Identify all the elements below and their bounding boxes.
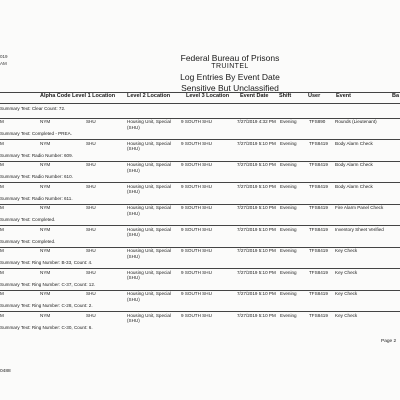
cell-c: SHU (86, 248, 96, 253)
row-summary-text: Summary Text: Completed - PREA. (0, 131, 72, 136)
cell-level2-line2: (SHU) (127, 296, 140, 302)
cell-b: NYM (40, 183, 51, 189)
cell-level2-line1: Housing Unit, Special (127, 119, 171, 124)
cell-shift: Evening (280, 291, 297, 296)
cell-user: TFS8419 (309, 183, 328, 189)
cell-event: Inventory Sheet Verified (335, 226, 384, 232)
cell-level2-line2: (SHU) (127, 210, 140, 216)
cell-l3: 9 SOUTH SHU (181, 205, 212, 210)
cell-level2-line1: Housing Unit, Special (127, 183, 171, 189)
cell-b: NYM (40, 226, 51, 232)
cell-a: M (0, 183, 4, 189)
header-bottom-rule (0, 103, 400, 104)
cell-level2-line1: Housing Unit, Special (127, 226, 171, 232)
cell-l3: 9 SOUTH SHU (181, 119, 212, 124)
cell-shift: Evening (280, 183, 297, 189)
cell-user: TFS8419 (309, 269, 328, 275)
col-user: User (308, 93, 321, 99)
cell-shift: Evening (280, 312, 297, 318)
cell-b: NYM (40, 162, 51, 167)
cell-level2-line1: Housing Unit, Special (127, 312, 171, 318)
agency-name: Federal Bureau of Prisons (180, 53, 280, 63)
cell-l3: 9 SOUTH SHU (181, 183, 212, 189)
cell-b: NYM (40, 119, 51, 124)
cell-date: 7/27/2019 5:10 PM (237, 140, 276, 146)
row-summary-text: Summary Text: Ring Number: C-37, Count: 12. (0, 281, 96, 287)
cell-date: 7/27/2019 5:10 PM (237, 205, 276, 210)
cell-level2-line2: (SHU) (127, 318, 140, 324)
row-summary-text: Summary Text: Ring Number: C-28, Count: 2. (0, 303, 93, 308)
system-name: TRUINTEL (211, 63, 249, 70)
cell-event: Body Alarm Check (335, 183, 373, 189)
cell-level2-line2: (SHU) (127, 232, 140, 238)
cell-level2-line1: Housing Unit, Special (127, 269, 171, 275)
cell-shift: Evening (280, 226, 297, 232)
cell-level2-line2: (SHU) (127, 167, 140, 173)
cell-user: TFS8419 (309, 312, 328, 318)
cell-event: Body Alarm Check (335, 162, 373, 167)
cell-l3: 9 SOUTH SHU (181, 291, 212, 296)
cell-shift: Evening (280, 205, 297, 210)
col-event: Event (336, 93, 351, 99)
cell-a: M (0, 312, 4, 318)
cell-user: TFS8419 (309, 162, 328, 167)
col-event-date: Event Date (240, 93, 269, 99)
row-summary-text: Summary Text: Completed. (0, 238, 56, 244)
cell-c: SHU (86, 291, 96, 296)
cell-level2 (127, 119, 171, 130)
cell-shift: Evening (280, 162, 297, 167)
cell-user: TFS8419 (309, 291, 328, 296)
cell-a: M (0, 269, 4, 275)
cell-level2-line1: Housing Unit, Special (127, 162, 171, 167)
cell-date: 7/27/2019 5:10 PM (237, 269, 276, 275)
cell-b: NYM (40, 291, 51, 296)
cell-shift: Evening (280, 269, 297, 275)
cell-user: TFS8419 (309, 226, 328, 232)
cell-event: Key Check (335, 248, 358, 253)
cell-level2-line2: (SHU) (127, 124, 140, 130)
row-summary-text: Summary Text: Radio Number: 610. (0, 174, 73, 179)
cell-l3: 9 SOUTH SHU (181, 248, 212, 253)
classification-banner: Sensitive But Unclassified (181, 83, 279, 93)
row-summary-text: Summary Text: Ring Number: C-30, Count: 6. (0, 324, 93, 330)
cell-level2 (127, 184, 171, 195)
cell-c: SHU (86, 162, 96, 167)
cell-level2 (127, 270, 171, 281)
cell-event: Key Check (335, 269, 358, 275)
cell-event: Rounds (Lieutenant) (335, 119, 377, 124)
cell-level2-line1: Housing Unit, Special (127, 248, 171, 253)
cell-shift: Evening (280, 248, 297, 253)
cell-level2 (127, 205, 171, 216)
cell-b: NYM (40, 312, 51, 318)
col-shift: Shift (279, 93, 292, 99)
corner-date: 019 (0, 54, 8, 59)
cell-level2 (127, 162, 171, 173)
page-number: Page 2 (381, 339, 397, 344)
cell-c: SHU (86, 226, 96, 232)
row-summary-text: Summary Text: Completed. (0, 217, 56, 222)
cell-user: TFS8419 (309, 205, 328, 210)
cell-date: 7/27/2019 5:10 PM (237, 291, 276, 296)
cell-level2 (127, 313, 171, 324)
cell-shift: Evening (280, 140, 297, 146)
cell-shift: Evening (280, 119, 297, 124)
cell-c: SHU (86, 119, 96, 124)
cell-b: NYM (40, 140, 51, 146)
cell-a: M (0, 162, 4, 167)
cell-level2 (127, 227, 171, 238)
cell-b: NYM (40, 269, 51, 275)
cell-a: M (0, 205, 4, 210)
top-summary-text: Summary Text: Clear Count: 72. (0, 106, 66, 111)
cell-level2-line1: Housing Unit, Special (127, 205, 171, 210)
row-summary-text: Summary Text: Ring Number: B-33, Count: 4. (0, 260, 93, 265)
cell-date: 7/27/2019 5:10 PM (237, 312, 276, 318)
cell-user: TFS890 (309, 119, 326, 124)
cell-event: Key Check (335, 291, 358, 296)
cell-a: M (0, 140, 4, 146)
col-alpha-code: Alpha Code (40, 93, 71, 99)
corner-time: AM (0, 61, 7, 66)
cell-c: SHU (86, 312, 96, 318)
report-title: Log Entries By Event Date (180, 72, 280, 82)
cell-user: TFS8419 (309, 140, 328, 146)
row-summary-text: Summary Text: Radio Number: 611. (0, 195, 73, 201)
cell-user: TFS8419 (309, 248, 328, 253)
cell-b: NYM (40, 205, 51, 210)
cell-date: 7/27/2019 5:10 PM (237, 226, 276, 232)
cell-a: M (0, 119, 4, 124)
cell-c: SHU (86, 140, 96, 146)
cell-level2 (127, 248, 171, 259)
cell-a: M (0, 226, 4, 232)
cell-c: SHU (86, 205, 96, 210)
col-level1: Level 1 Location (72, 93, 116, 99)
cell-l3: 9 SOUTH SHU (181, 269, 212, 275)
cell-event: Body Alarm Check (335, 140, 373, 146)
cell-level2-line1: Housing Unit, Special (127, 291, 171, 296)
cell-level2-line2: (SHU) (127, 146, 140, 152)
cell-l3: 9 SOUTH SHU (181, 226, 212, 232)
cell-date: 7/27/2019 5:10 PM (237, 248, 276, 253)
cell-level2-line2: (SHU) (127, 189, 140, 195)
cell-date: 7/27/2019 4:32 PM (237, 119, 276, 124)
cell-l3: 9 SOUTH SHU (181, 162, 212, 167)
cell-l3: 9 SOUTH SHU (181, 312, 212, 318)
cell-a: M (0, 291, 4, 296)
cell-event: Key Check (335, 312, 358, 318)
cell-event: Fire Alarm Panel Check (335, 205, 384, 210)
cell-c: SHU (86, 269, 96, 275)
cell-level2 (127, 291, 171, 302)
cell-l3: 9 SOUTH SHU (181, 140, 212, 146)
cell-date: 7/27/2019 5:10 PM (237, 162, 276, 167)
cell-c: SHU (86, 183, 96, 189)
col-level3: Level 3 Location (186, 93, 230, 99)
col-level2: Level 2 Location (127, 93, 171, 99)
cell-level2 (127, 141, 171, 152)
col-ba: Ba (392, 93, 400, 99)
footer-id: 0488 (0, 369, 11, 374)
cell-date: 7/27/2019 5:10 PM (237, 183, 276, 189)
row-summary-text: Summary Text: Radio Number: 609. (0, 152, 73, 158)
cell-a: M (0, 248, 4, 253)
cell-level2-line1: Housing Unit, Special (127, 140, 171, 146)
cell-level2-line2: (SHU) (127, 253, 140, 259)
cell-level2-line2: (SHU) (127, 275, 140, 281)
cell-b: NYM (40, 248, 51, 253)
